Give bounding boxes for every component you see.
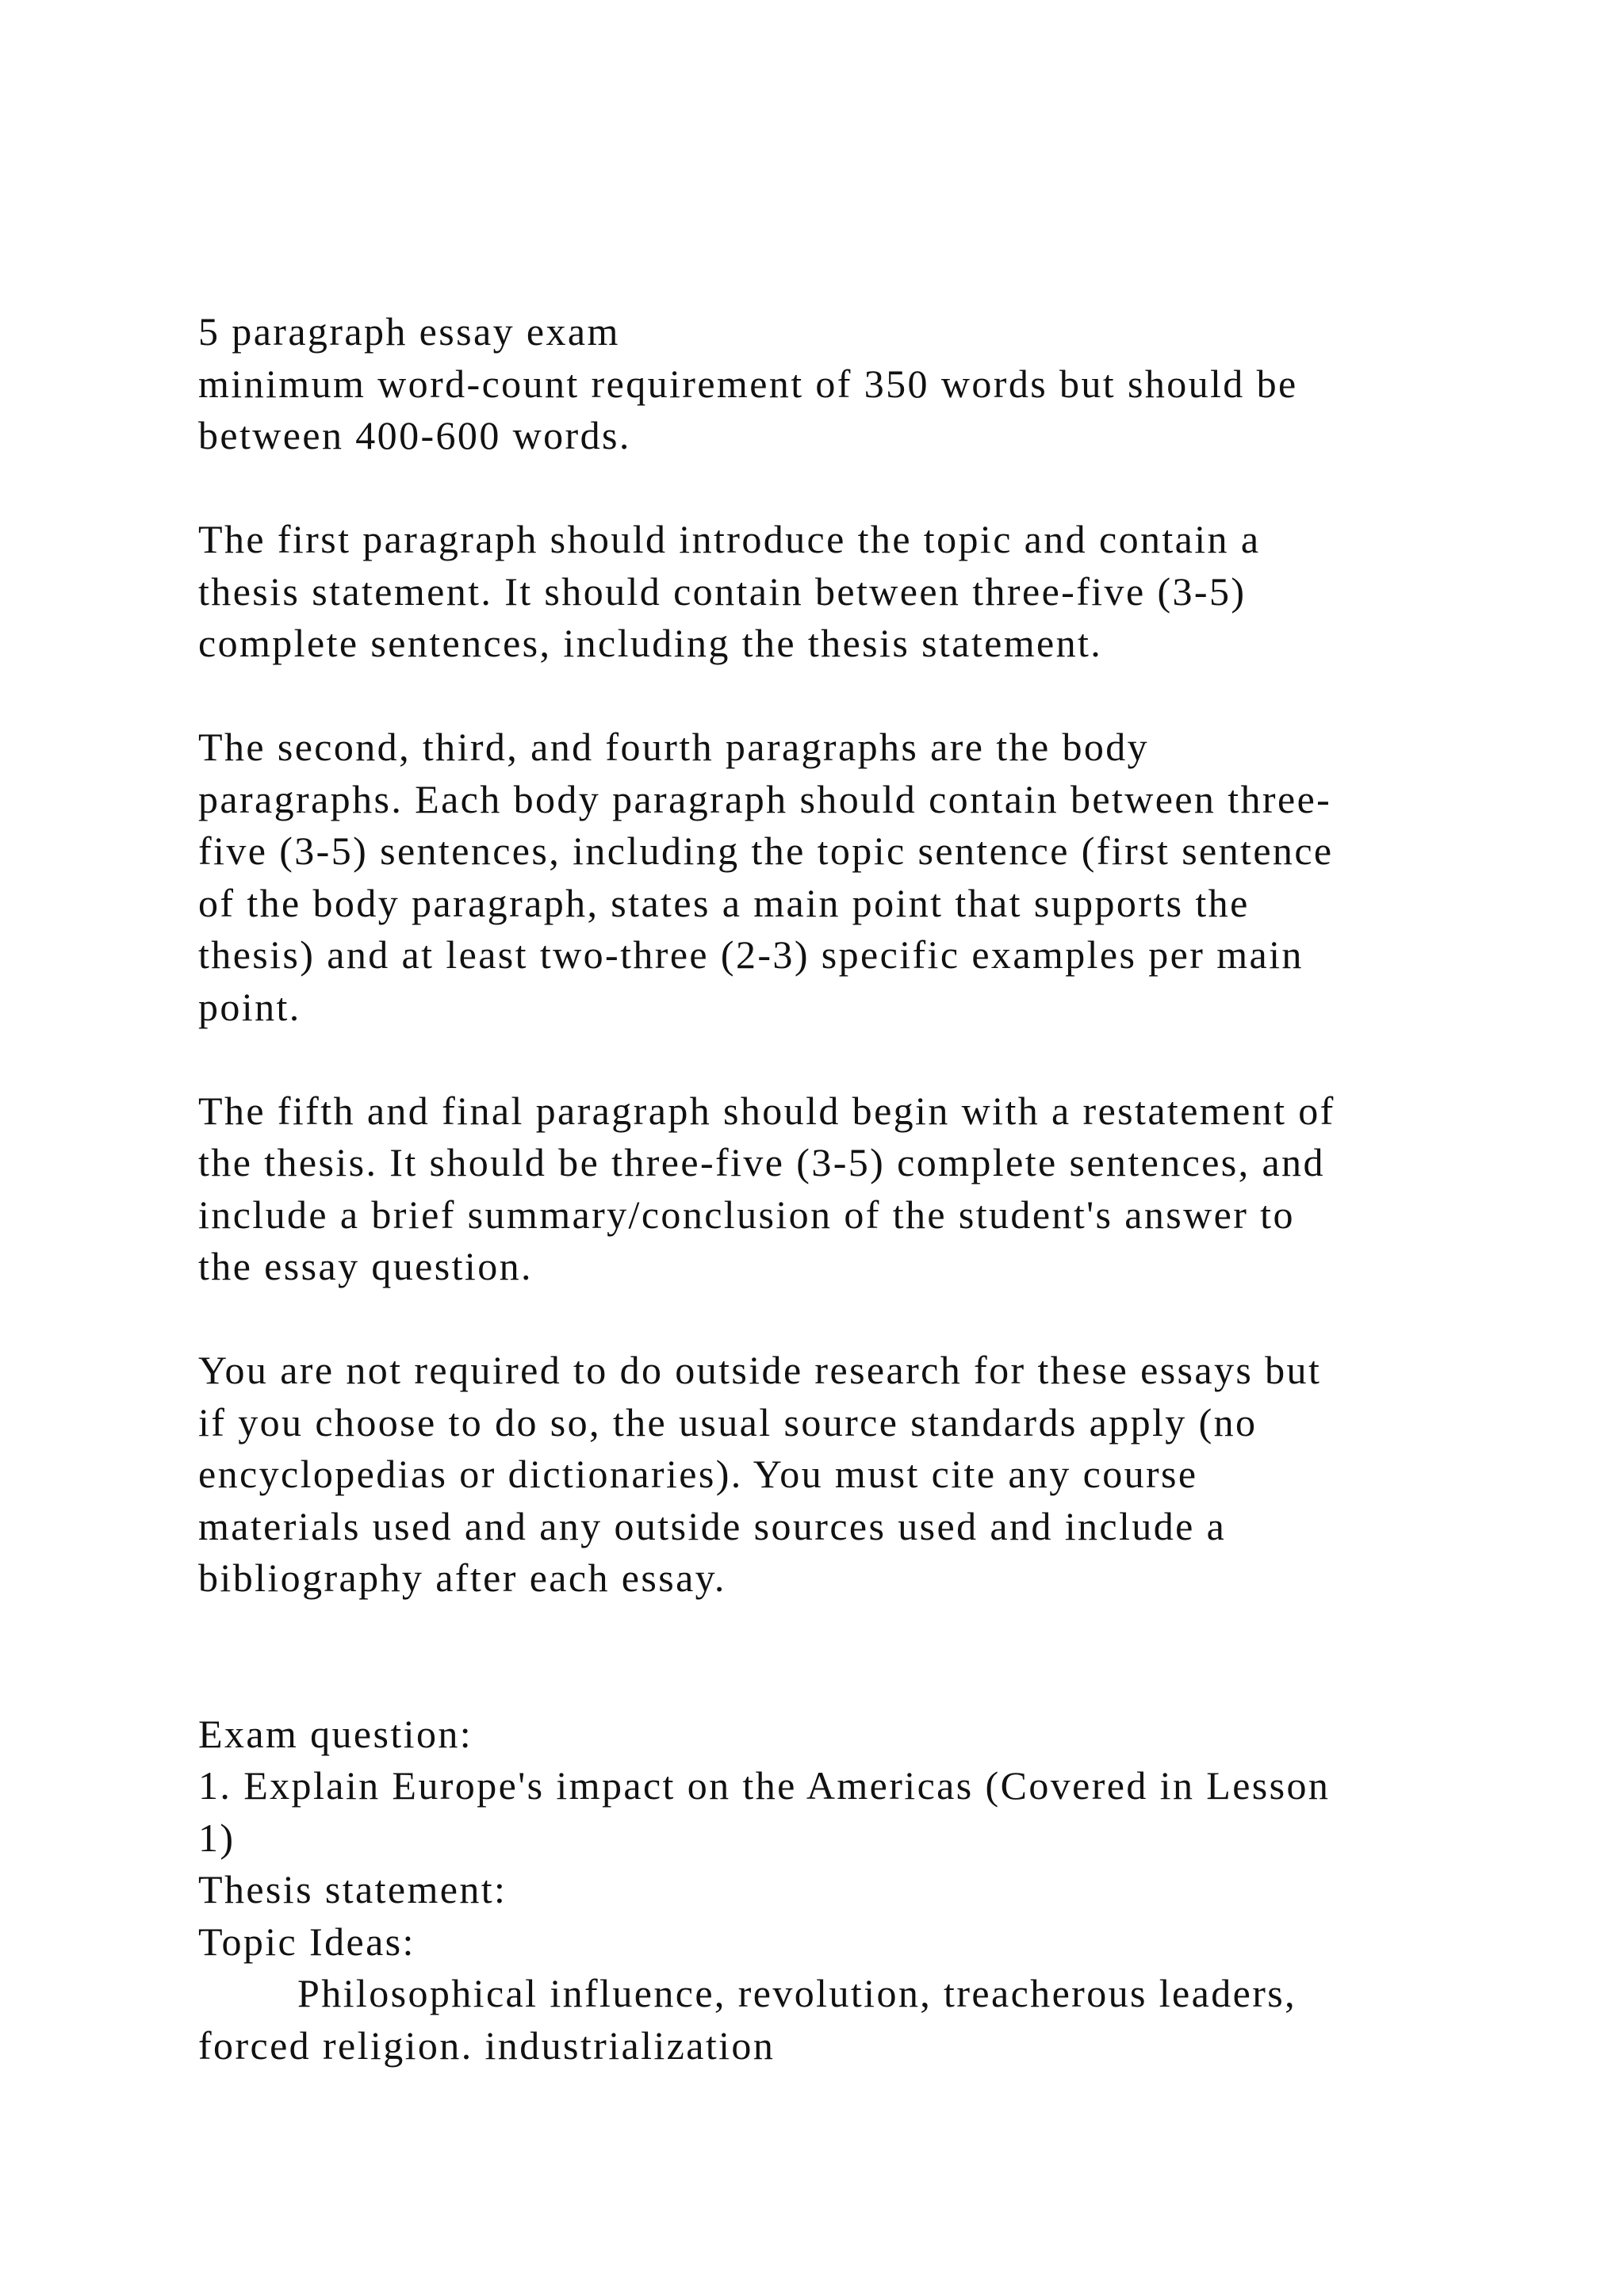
paragraph-spacer xyxy=(198,462,1499,515)
thesis-statement-label: Thesis statement: xyxy=(198,1867,508,1911)
instruction-paragraph-3 xyxy=(198,1085,1499,1293)
paragraph-line: paragraphs. Each body paragraph should contain between three- xyxy=(198,776,1332,821)
document-title: 5 paragraph essay exam xyxy=(198,309,620,354)
paragraph-line: You are not required to do outside research for these essays but xyxy=(198,1348,1322,1392)
word-count-line-1: minimum word-count requirement of 350 words but should be xyxy=(198,361,1298,406)
topic-ideas-text: Philosophical influence, revolution, treacherous leaders, xyxy=(297,1971,1297,2015)
section-spacer xyxy=(198,1605,1499,1709)
topic-ideas-label: Topic Ideas: xyxy=(198,1919,416,1964)
exam-question-label: Exam question: xyxy=(198,1711,473,1756)
exam-question-text-continued: 1) xyxy=(198,1815,236,1860)
paragraph-line: the essay question. xyxy=(198,1244,533,1288)
paragraph-line: point. xyxy=(198,984,301,1029)
instruction-paragraph-2 xyxy=(198,721,1499,1033)
paragraph-line: The second, third, and fourth paragraphs are the body xyxy=(198,725,1150,769)
paragraph-line: complete sentences, including the thesis statement. xyxy=(198,621,1103,665)
paragraph-line: encyclopedias or dictionaries). You must cite any course xyxy=(198,1452,1198,1496)
instruction-paragraph-1 xyxy=(198,514,1499,670)
paragraph-line: materials used and any outside sources used and include a xyxy=(198,1503,1227,1548)
instruction-paragraph-4 xyxy=(198,1345,1499,1605)
topic-ideas-text-continued: forced religion. industrialization xyxy=(198,2022,776,2068)
paragraph-spacer xyxy=(198,670,1499,722)
exam-question-text: 1. Explain Europe's impact on the Americas (Covered in Lesson xyxy=(198,1763,1331,1808)
paragraph-line: bibliography after each essay. xyxy=(198,1556,726,1600)
paragraph-line: of the body paragraph, states a main point that supports the xyxy=(198,880,1250,925)
paragraph-line: five (3-5) sentences, including the topic sentence (first sentence xyxy=(198,828,1334,873)
paragraph-line: thesis statement. It should contain between three-five (3-5) xyxy=(198,568,1247,614)
paragraph-line: The fifth and final paragraph should begin with a restatement of xyxy=(198,1088,1335,1133)
paragraph-line: the thesis. It should be three-five (3-5) complete sentences, and xyxy=(198,1140,1325,1184)
header-block xyxy=(198,306,1499,462)
document-body xyxy=(198,306,1499,2072)
paragraph-line: thesis) and at least two-three (2-3) specific examples per main xyxy=(198,932,1304,977)
exam-question-block xyxy=(198,1709,1499,2072)
word-count-line-2: between 400-600 words. xyxy=(198,413,631,457)
paragraph-line: The first paragraph should introduce the topic and contain a xyxy=(198,517,1261,561)
paragraph-line: if you choose to do so, the usual source standards apply (no xyxy=(198,1399,1258,1445)
paragraph-spacer xyxy=(198,1033,1499,1085)
paragraph-spacer xyxy=(198,1293,1499,1345)
paragraph-line: include a brief summary/conclusion of the student's answer to xyxy=(198,1192,1295,1237)
